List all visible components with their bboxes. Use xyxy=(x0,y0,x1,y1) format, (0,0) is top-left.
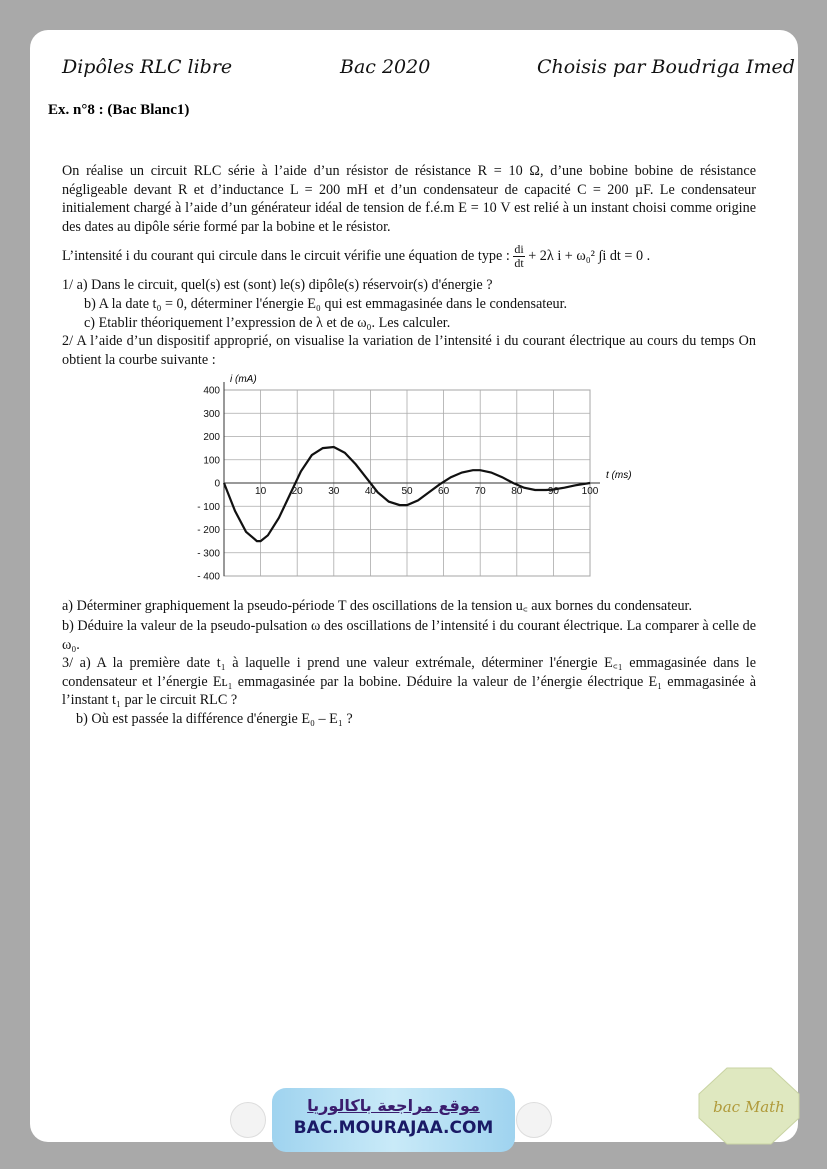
q2-b: b) Déduire la valeur de la pseudo-pulsation ω des oscillations de l’intensité i du courant électrique. La comparer à celle de ω₀. xyxy=(62,618,756,653)
q3-a: 3/ a) A la première date t₁ à laquelle i prend une valeur extrémale, déterminer l'énergie E꜀₁ emmagasinée dans le condensateur et l’énergie Eʟ₁ emmagasinée par la bobine. Déduire la valeur de l’énergie électrique E₁ emmagasinée à l’instant t₁ par le circuit RLC ? xyxy=(62,655,756,708)
q2-intro: 2/ A l’aide d’un dispositif approprié, on visualise la variation de l’intensité i du courant électrique au cours du temps On obtient la courbe suivante : xyxy=(62,333,756,368)
x-tick-label: 20 xyxy=(291,486,303,497)
equation-fraction xyxy=(513,243,524,270)
banner-arabic: موقع مراجعة باكالوريا xyxy=(307,1096,480,1115)
y-tick-label: 400 xyxy=(203,385,220,397)
q1-a: 1/ a) Dans le circuit, quel(s) est (sont) le(s) dipôle(s) réservoir(s) d'énergie ? xyxy=(62,277,493,293)
equation-prefix: L’intensité i du courant qui circule dans le circuit vérifie une équation de type : xyxy=(62,248,510,264)
bac-math-logo xyxy=(697,1066,801,1146)
banner-url[interactable]: BAC.MOURAJAA.COM xyxy=(293,1118,494,1138)
x-axis-label: t (ms) xyxy=(606,470,632,481)
x-tick-label: 50 xyxy=(401,486,413,497)
y-tick-label: - 400 xyxy=(197,571,220,583)
exercise-title: Ex. n°8 : (Bac Blanc1) xyxy=(48,102,190,118)
x-tick-label: 30 xyxy=(328,486,340,497)
logo-text: bac Math xyxy=(713,1098,785,1116)
y-tick-label: 300 xyxy=(203,408,220,420)
y-axis-label: i (mA) xyxy=(230,374,257,385)
x-tick-label: 40 xyxy=(364,486,376,497)
y-tick-label: - 200 xyxy=(197,525,220,536)
y-tick-label: 100 xyxy=(203,455,220,467)
q3-b: b) Où est passée la différence d'énergie E₀ – E₁ ? xyxy=(76,711,353,727)
q1-b: b) A la date t₀ = 0, déterminer l'énergie E₀ qui est emmagasinée dans le condensateur. xyxy=(84,296,568,312)
left-badge-icon xyxy=(230,1102,266,1138)
equation-rest: + 2λ i + ω₀² ∫i dt = 0 . xyxy=(528,248,651,264)
x-tick-label: 60 xyxy=(438,486,450,497)
chart-axes xyxy=(224,382,600,576)
intro-paragraph: On réalise un circuit RLC série à l’aide d’un résistor de résistance R = 10 Ω, d’une bobine bobine de résistance négligeable devant R et d’inductance L = 200 mH et d’un condensateur de capacité C = 200 µF. Le condensateur initialement chargé à l’aide d’un générateur idéal de tension de f.é.m E = 10 V est relié à un instant choisi comme origine des dates au dipôle série formé par la bobine et le résistor. xyxy=(62,163,756,235)
y-tick-label: - 100 xyxy=(197,501,220,513)
header-left: Dipôles RLC libre xyxy=(62,56,233,78)
x-tick-label: 80 xyxy=(511,486,523,497)
fraction-denominator: dt xyxy=(514,256,524,271)
x-tick-label: 100 xyxy=(581,486,599,497)
right-badge-icon xyxy=(516,1102,552,1138)
site-banner[interactable] xyxy=(272,1088,515,1152)
q2-a: a) Déterminer graphiquement la pseudo-période T des oscillations de la tension u꜀ aux bornes du condensateur. xyxy=(62,598,693,614)
equation-line xyxy=(62,238,650,274)
y-tick-label: 200 xyxy=(203,432,220,443)
x-tick-label: 90 xyxy=(547,486,559,497)
x-tick-label: 10 xyxy=(255,486,267,497)
header-right: Choisis par Boudriga Imed xyxy=(537,56,795,78)
y-tick-label: 0 xyxy=(214,478,220,490)
x-tick-label: 70 xyxy=(474,486,486,497)
current-chart xyxy=(192,368,652,586)
y-tick-label: - 300 xyxy=(197,548,220,560)
q1-c: c) Etablir théoriquement l’expression de λ et de ω₀. Les calculer. xyxy=(84,315,451,331)
header-center: Bac 2020 xyxy=(340,56,431,78)
fraction-numerator: di xyxy=(514,242,524,257)
